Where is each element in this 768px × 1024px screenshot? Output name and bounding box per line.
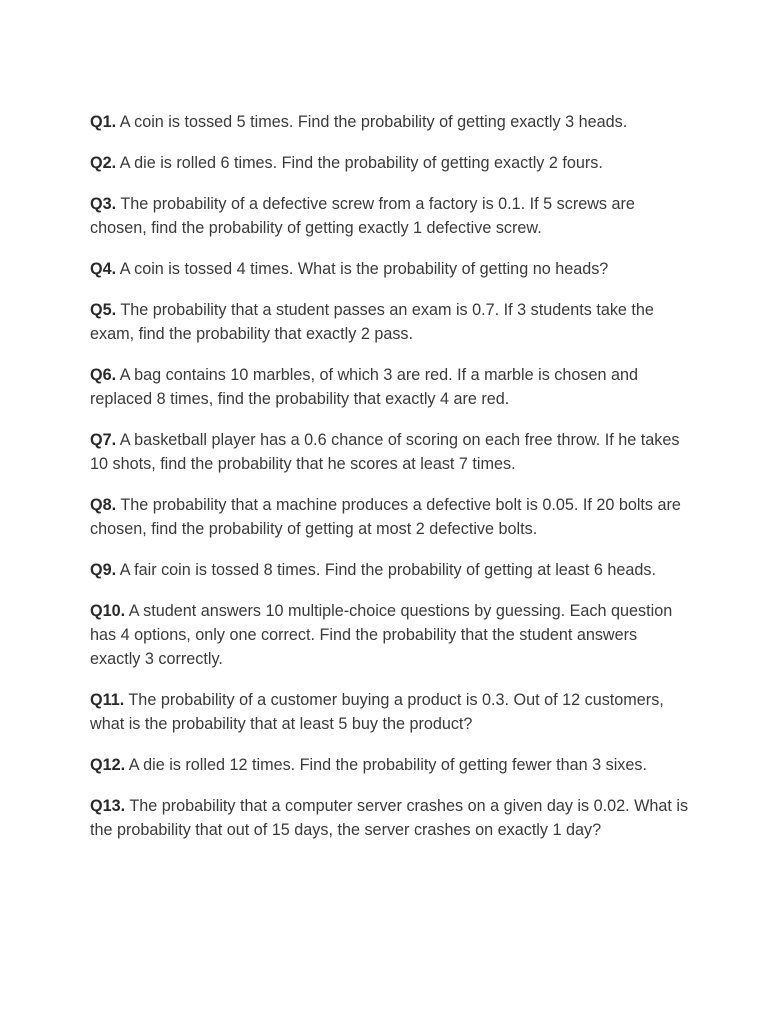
question-text: The probability that a machine produces a defective bolt is 0.05. If 20 bolts are chosen, find the probability of getting at most 2 defective bolts. — [90, 496, 681, 538]
question-text: A student answers 10 multiple-choice questions by guessing. Each question has 4 options, only one correct. Find the probability that the student answers exactly 3 correctly. — [90, 602, 673, 668]
question-item — [90, 753, 690, 777]
question-number: Q6. — [90, 366, 117, 384]
question-number: Q10. — [90, 602, 126, 620]
question-number: Q4. — [90, 260, 117, 278]
question-number: Q13. — [90, 797, 126, 815]
question-text: A basketball player has a 0.6 chance of scoring on each free throw. If he takes 10 shots, find the probability that he scores at least 7 times. — [90, 431, 680, 473]
question-text: A coin is tossed 5 times. Find the probability of getting exactly 3 heads. — [119, 113, 628, 131]
question-number: Q7. — [90, 431, 117, 449]
question-item — [90, 558, 690, 582]
question-number: Q2. — [90, 154, 117, 172]
question-item — [90, 794, 690, 842]
question-text: A fair coin is tossed 8 times. Find the probability of getting at least 6 heads. — [119, 561, 656, 579]
question-number: Q1. — [90, 113, 117, 131]
question-text: A die is rolled 12 times. Find the probability of getting fewer than 3 sixes. — [128, 756, 647, 774]
question-number: Q3. — [90, 195, 117, 213]
question-number: Q11. — [90, 691, 125, 709]
question-text: A die is rolled 6 times. Find the probability of getting exactly 2 fours. — [119, 154, 603, 172]
question-item — [90, 688, 690, 736]
question-number: Q8. — [90, 496, 117, 514]
question-text: The probability of a customer buying a product is 0.3. Out of 12 customers, what is the probability that at least 5 buy the product? — [90, 691, 664, 733]
question-text: A bag contains 10 marbles, of which 3 are red. If a marble is chosen and replaced 8 times, find the probability that exactly 4 are red. — [90, 366, 638, 408]
question-text: The probability that a computer server crashes on a given day is 0.02. What is the probability that out of 15 days, the server crashes on exactly 1 day? — [90, 797, 689, 839]
question-text: A coin is tossed 4 times. What is the probability of getting no heads? — [119, 260, 609, 278]
question-item — [90, 599, 690, 671]
question-number: Q5. — [90, 301, 117, 319]
question-item — [90, 428, 690, 476]
question-number: Q9. — [90, 561, 117, 579]
question-list — [90, 110, 690, 859]
question-text: The probability of a defective screw from a factory is 0.1. If 5 screws are chosen, find the probability of getting exactly 1 defective screw. — [90, 195, 635, 237]
question-item — [90, 151, 690, 175]
question-number: Q12. — [90, 756, 126, 774]
question-item — [90, 298, 690, 346]
question-text: The probability that a student passes an exam is 0.7. If 3 students take the exam, find the probability that exactly 2 pass. — [90, 301, 654, 343]
question-item — [90, 493, 690, 541]
question-item — [90, 257, 690, 281]
question-item — [90, 192, 690, 240]
question-item — [90, 110, 690, 134]
question-item — [90, 363, 690, 411]
